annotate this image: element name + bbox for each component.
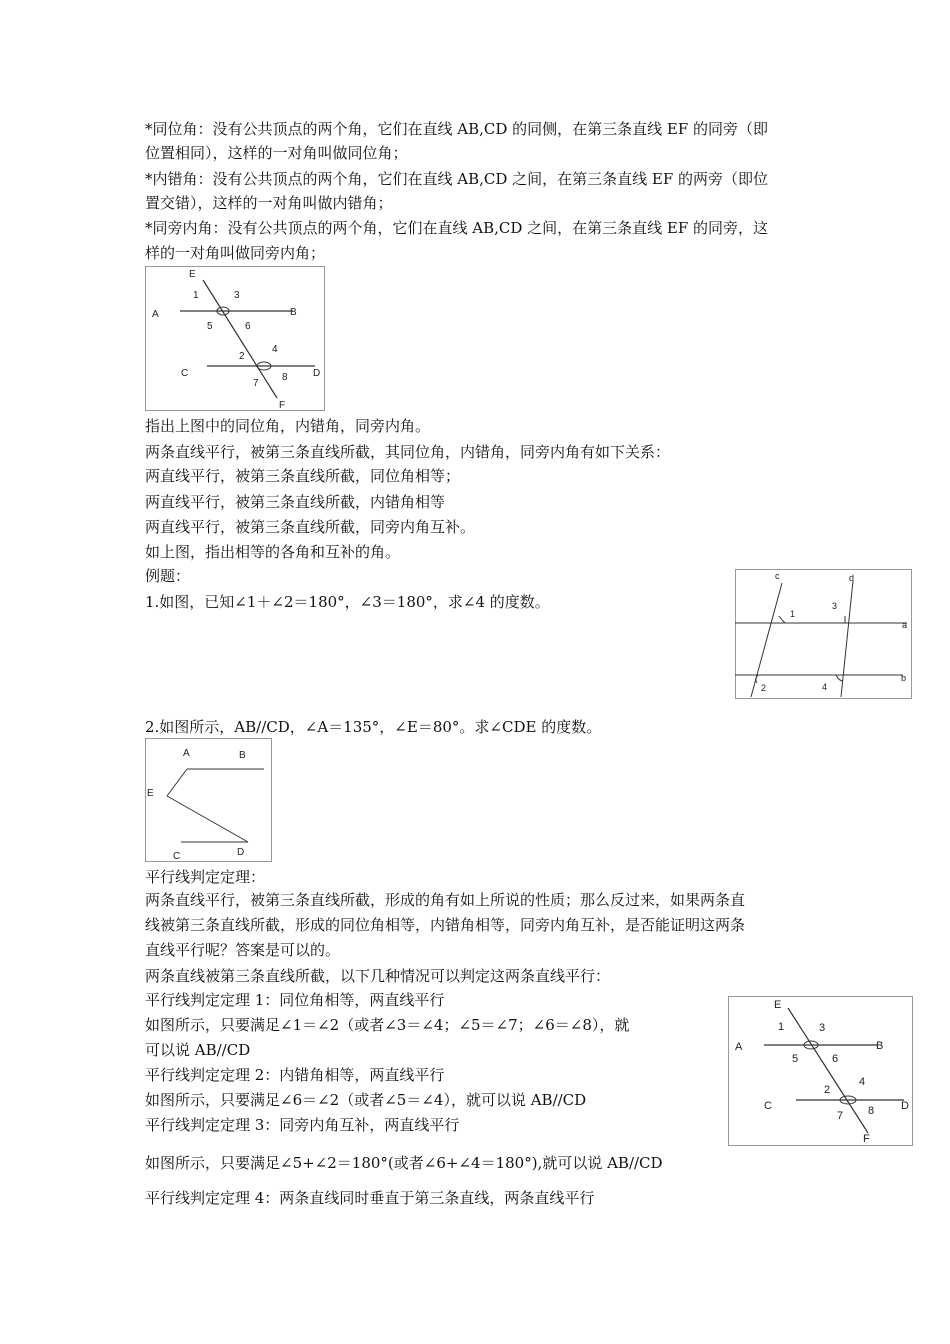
figure-transversal-1 bbox=[145, 266, 325, 411]
label-A: A bbox=[735, 1041, 743, 1053]
text-line: 指出上图中的同位角，内错角，同旁内角。 bbox=[145, 417, 431, 435]
label-a: a bbox=[902, 620, 908, 630]
angle-label-5: 5 bbox=[792, 1053, 799, 1065]
label-b: b bbox=[901, 673, 907, 683]
label-d: d bbox=[849, 573, 855, 583]
theorem-line: 平行线判定定理 2：内错角相等，两直线平行 bbox=[145, 1066, 445, 1084]
angle-label-2: 2 bbox=[239, 351, 245, 362]
angle-label-6: 6 bbox=[832, 1053, 839, 1065]
label-c: c bbox=[775, 571, 780, 581]
angle-label-2: 2 bbox=[761, 683, 767, 693]
text-line: 如上图，指出相等的各角和互补的角。 bbox=[145, 543, 401, 561]
label-B: B bbox=[876, 1040, 884, 1052]
definition-line: *内错角：没有公共顶点的两个角，它们在直线 AB,CD 之间，在第三条直线 EF 的两旁（即位 bbox=[145, 170, 769, 188]
label-A: A bbox=[183, 748, 190, 759]
figure-example-1 bbox=[735, 569, 912, 699]
text-line: 两直线平行，被第三条直线所截，同旁内角互补。 bbox=[145, 518, 476, 536]
label-D: D bbox=[313, 368, 321, 379]
angle-label-7: 7 bbox=[253, 378, 259, 389]
label-E: E bbox=[774, 999, 782, 1011]
angle-label-3: 3 bbox=[819, 1022, 826, 1034]
label-F: F bbox=[863, 1133, 870, 1145]
text-line: 直线平行呢？答案是可以的。 bbox=[145, 941, 341, 959]
angle-label-1: 1 bbox=[193, 290, 199, 301]
definition-line: 置交错），这样的一对角叫做内错角； bbox=[145, 194, 393, 212]
example-2: 2.如图所示，AB//CD，∠A＝135°，∠E＝80°。求∠CDE 的度数。 bbox=[145, 718, 602, 736]
label-C: C bbox=[181, 368, 189, 379]
angle-label-6: 6 bbox=[245, 321, 251, 332]
angle-label-8: 8 bbox=[282, 372, 288, 383]
theorem-line: 如图所示，只要满足∠6＝∠2（或者∠5＝∠4），就可以说 AB//CD bbox=[145, 1091, 587, 1109]
definition-line: *同位角：没有公共顶点的两个角，它们在直线 AB,CD 的同侧，在第三条直线 EF 的同旁（即 bbox=[145, 120, 769, 138]
label-F: F bbox=[279, 400, 286, 411]
angle-label-1: 1 bbox=[790, 609, 796, 619]
theorem-line: 可以说 AB//CD bbox=[145, 1041, 251, 1059]
angle-label-7: 7 bbox=[837, 1110, 844, 1122]
label-D: D bbox=[901, 1100, 909, 1112]
label-B: B bbox=[290, 307, 297, 318]
theorem-line: 平行线判定定理 3：同旁内角互补，两直线平行 bbox=[145, 1116, 460, 1134]
angle-label-8: 8 bbox=[868, 1105, 875, 1117]
definition-line: 位置相同），这样的一对角叫做同位角； bbox=[145, 144, 408, 162]
text-line: 两条直线平行，被第三条直线所截，形成的角有如上所说的性质；那么反过来，如果两条直 bbox=[145, 891, 746, 909]
angle-label-5: 5 bbox=[207, 321, 213, 332]
theorem-line: 如图所示，只要满足∠5+∠2＝180°(或者∠6+∠4＝180°),就可以说 AB//CD bbox=[145, 1154, 663, 1172]
text-line: 两条直线平行，被第三条直线所截，其同位角，内错角，同旁内角有如下关系： bbox=[145, 443, 671, 461]
angle-label-4: 4 bbox=[272, 344, 278, 355]
figure-transversal-2 bbox=[728, 996, 913, 1146]
label-A: A bbox=[152, 309, 159, 320]
label-C: C bbox=[764, 1100, 772, 1112]
text-line: 两条直线被第三条直线所截，以下几种情况可以判定这两条直线平行： bbox=[145, 967, 611, 985]
label-E: E bbox=[147, 788, 154, 799]
label-B: B bbox=[239, 750, 246, 761]
theorem-line: 如图所示，只要满足∠1＝∠2（或者∠3＝∠4；∠5＝∠7；∠6＝∠8），就 bbox=[145, 1016, 630, 1034]
text-line: 两直线平行，被第三条直线所截，同位角相等； bbox=[145, 467, 461, 485]
angle-label-2: 2 bbox=[824, 1084, 831, 1096]
definition-line: 样的一对角叫做同旁内角； bbox=[145, 244, 326, 262]
angle-label-1: 1 bbox=[778, 1021, 785, 1033]
angle-label-4: 4 bbox=[822, 682, 828, 692]
label-C: C bbox=[173, 851, 181, 862]
theorem-line: 平行线判定定理 4：两条直线同时垂直于第三条直线，两条直线平行 bbox=[145, 1189, 595, 1207]
text-line: 线被第三条直线所截，形成的同位角相等，内错角相等，同旁内角互补，是否能证明这两条 bbox=[145, 916, 746, 934]
angle-label-3: 3 bbox=[234, 290, 240, 301]
text-line: 平行线判定定理： bbox=[145, 868, 266, 886]
text-line: 两直线平行，被第三条直线所截，内错角相等 bbox=[145, 493, 446, 511]
label-D: D bbox=[237, 847, 245, 858]
figure-example-2 bbox=[145, 738, 272, 862]
angle-label-3: 3 bbox=[832, 601, 838, 611]
definition-line: *同旁内角：没有公共顶点的两个角，它们在直线 AB,CD 之间，在第三条直线 EF 的同旁，这 bbox=[145, 219, 769, 237]
label-E: E bbox=[189, 269, 196, 280]
example-1: 1.如图，已知∠1＋∠2＝180°，∠3＝180°，求∠4 的度数。 bbox=[145, 593, 550, 611]
text-line: 例题： bbox=[145, 567, 191, 585]
angle-label-4: 4 bbox=[859, 1076, 866, 1088]
theorem-line: 平行线判定定理 1：同位角相等，两直线平行 bbox=[145, 991, 445, 1009]
